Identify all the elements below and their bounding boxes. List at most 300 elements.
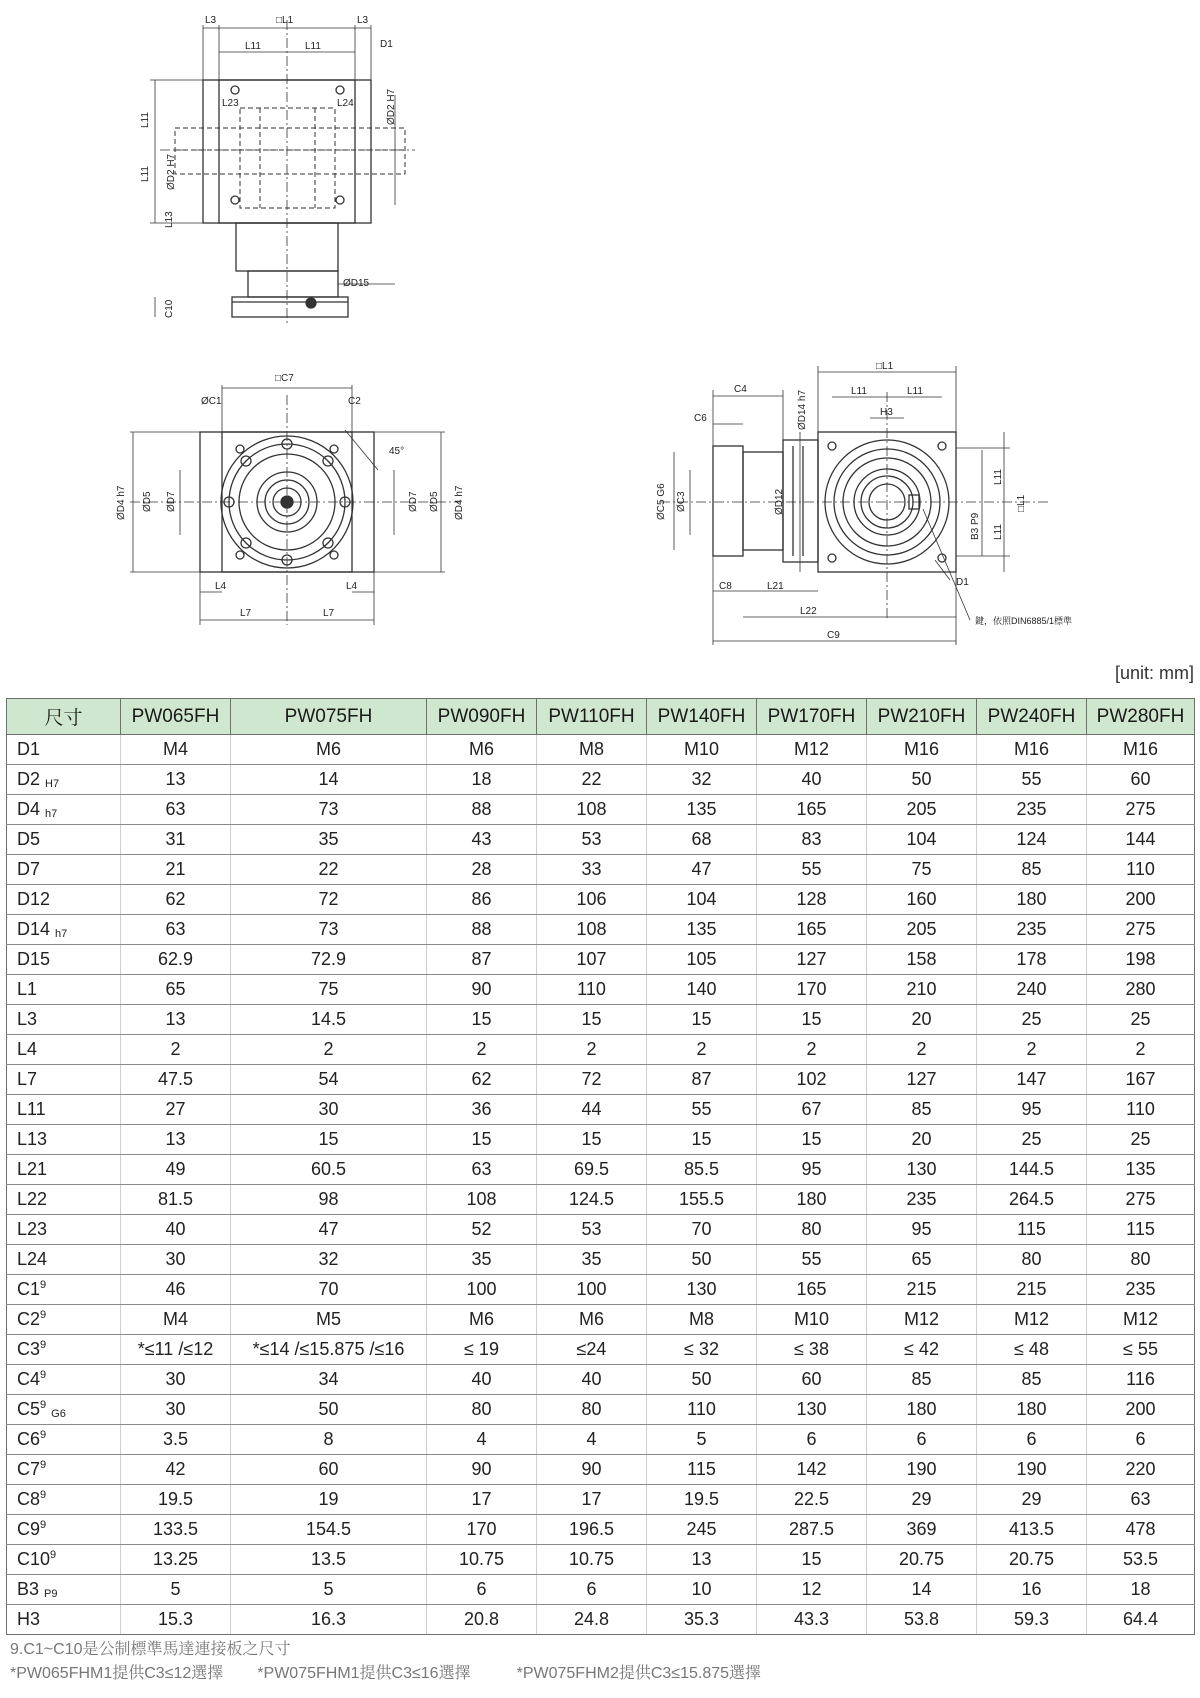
dim-label: C8 — [719, 581, 732, 592]
table-cell: 32 — [647, 765, 757, 795]
table-cell: 240 — [977, 975, 1087, 1005]
table-cell: 44 — [537, 1095, 647, 1125]
table-body — [7, 735, 1195, 1635]
table-cell: 413.5 — [977, 1515, 1087, 1545]
table-cell: 80 — [757, 1215, 867, 1245]
dim-label: L21 — [767, 581, 784, 592]
table-cell: 115 — [977, 1215, 1087, 1245]
row-label-superscript: 9 — [40, 1369, 47, 1381]
table-cell: 35 — [537, 1245, 647, 1275]
table-cell: 72.9 — [231, 945, 427, 975]
table-cell: M12 — [977, 1305, 1087, 1335]
row-label — [7, 1335, 121, 1365]
table-cell: 200 — [1087, 885, 1195, 915]
table-row — [7, 1245, 1195, 1275]
table-cell: 8 — [231, 1425, 427, 1455]
table-cell: 69.5 — [537, 1155, 647, 1185]
table-cell: 287.5 — [757, 1515, 867, 1545]
table-cell: 215 — [867, 1275, 977, 1305]
row-label-subscript: H7 — [45, 778, 60, 790]
row-label-superscript: 9 — [50, 1549, 57, 1561]
row-label-superscript: 9 — [40, 1519, 47, 1531]
dim-label: ØD2 H7 — [386, 88, 397, 125]
table-cell: 2 — [647, 1035, 757, 1065]
table-cell: 165 — [757, 915, 867, 945]
row-label — [7, 915, 121, 945]
table-cell: 106 — [537, 885, 647, 915]
table-cell: 85 — [867, 1365, 977, 1395]
table-cell: 5 — [231, 1575, 427, 1605]
table-cell: 20.75 — [867, 1545, 977, 1575]
table-cell: 95 — [977, 1095, 1087, 1125]
table-cell: 18 — [1087, 1575, 1195, 1605]
row-label-subscript: P9 — [44, 1588, 58, 1600]
row-label — [7, 1065, 121, 1095]
table-cell: 40 — [427, 1365, 537, 1395]
table-cell: 19.5 — [121, 1485, 231, 1515]
table-cell: 55 — [977, 765, 1087, 795]
column-header: PW170FH — [757, 699, 867, 735]
table-cell: 54 — [231, 1065, 427, 1095]
table-row — [7, 1365, 1195, 1395]
table-cell: 30 — [121, 1365, 231, 1395]
table-cell: 140 — [647, 975, 757, 1005]
table-cell: 13 — [121, 1125, 231, 1155]
table-cell: 16.3 — [231, 1605, 427, 1635]
table-cell: 135 — [647, 915, 757, 945]
table-cell: 124 — [977, 825, 1087, 855]
table-cell: 15 — [537, 1005, 647, 1035]
table-cell: 36 — [427, 1095, 537, 1125]
row-label-name: L21 — [17, 1159, 48, 1179]
table-cell: M6 — [537, 1305, 647, 1335]
table-cell: 178 — [977, 945, 1087, 975]
row-label-subscript: h7 — [55, 928, 68, 940]
column-header: PW140FH — [647, 699, 757, 735]
dim-label: L3 — [205, 15, 217, 26]
row-label — [7, 1125, 121, 1155]
row-label-name: L24 — [17, 1249, 48, 1269]
table-cell: 43 — [427, 825, 537, 855]
table-cell: 50 — [231, 1395, 427, 1425]
table-cell: 47 — [647, 855, 757, 885]
dim-label: L23 — [222, 98, 239, 109]
table-cell: 20.8 — [427, 1605, 537, 1635]
dim-label: L4 — [346, 581, 358, 592]
table-cell: 220 — [1087, 1455, 1195, 1485]
table-row — [7, 1185, 1195, 1215]
row-label-name: H3 — [17, 1609, 41, 1629]
table-cell: 5 — [647, 1425, 757, 1455]
table-cell: 190 — [977, 1455, 1087, 1485]
table-cell: 53.8 — [867, 1605, 977, 1635]
dimension-table — [6, 698, 1195, 1635]
table-cell: 40 — [537, 1365, 647, 1395]
table-cell: M5 — [231, 1305, 427, 1335]
table-cell: 245 — [647, 1515, 757, 1545]
table-cell: 70 — [647, 1215, 757, 1245]
table-cell: 40 — [121, 1215, 231, 1245]
table-cell: 64.4 — [1087, 1605, 1195, 1635]
dim-label: ØC5 G6 — [656, 483, 667, 520]
table-cell: 280 — [1087, 975, 1195, 1005]
table-cell: M6 — [427, 1305, 537, 1335]
footnote-text: *PW065FHM1提供C3≤12選擇 — [10, 1665, 224, 1682]
table-cell: M16 — [977, 735, 1087, 765]
dim-label: C6 — [694, 413, 707, 424]
table-cell: ≤ 42 — [867, 1335, 977, 1365]
table-row — [7, 975, 1195, 1005]
dim-label: □L1 — [1016, 494, 1027, 512]
table-cell: M8 — [537, 735, 647, 765]
table-cell: 75 — [867, 855, 977, 885]
table-cell: 135 — [1087, 1155, 1195, 1185]
table-cell: 144.5 — [977, 1155, 1087, 1185]
table-cell: 4 — [427, 1425, 537, 1455]
table-cell: 5 — [121, 1575, 231, 1605]
table-cell: 22.5 — [757, 1485, 867, 1515]
dim-label: ØD2 H7 — [166, 153, 177, 190]
table-cell: 75 — [231, 975, 427, 1005]
table-cell: 144 — [1087, 825, 1195, 855]
dim-label: L11 — [993, 469, 1004, 485]
table-cell: 15.3 — [121, 1605, 231, 1635]
table-cell: 100 — [537, 1275, 647, 1305]
table-cell: 160 — [867, 885, 977, 915]
row-label — [7, 1425, 121, 1455]
dim-label: L11 — [140, 112, 151, 128]
dim-label: □L1 — [276, 15, 294, 26]
dim-label: L3 — [357, 15, 369, 26]
dim-label: □C7 — [275, 373, 294, 384]
row-label — [7, 1095, 121, 1125]
table-cell: 110 — [1087, 855, 1195, 885]
table-row — [7, 735, 1195, 765]
table-cell: 49 — [121, 1155, 231, 1185]
row-label-superscript: 9 — [40, 1429, 47, 1441]
table-cell: 108 — [537, 795, 647, 825]
table-row — [7, 1335, 1195, 1365]
corner-header: 尺寸 — [7, 699, 121, 735]
dim-label: 45° — [389, 446, 405, 457]
table-cell: 47.5 — [121, 1065, 231, 1095]
row-label — [7, 1515, 121, 1545]
table-cell: 85.5 — [647, 1155, 757, 1185]
table-cell: 2 — [537, 1035, 647, 1065]
table-cell: ≤ 32 — [647, 1335, 757, 1365]
row-label — [7, 825, 121, 855]
table-cell: 190 — [867, 1455, 977, 1485]
row-label-name: L13 — [17, 1129, 48, 1149]
table-cell: 165 — [757, 1275, 867, 1305]
table-cell: 17 — [427, 1485, 537, 1515]
key-note: 鍵，依照DIN6885/1標準 — [975, 616, 1073, 626]
row-label — [7, 1545, 121, 1575]
technical-drawings — [0, 0, 1200, 660]
table-cell: 108 — [537, 915, 647, 945]
dim-label: ØD4 h7 — [116, 485, 127, 520]
table-cell: 15 — [537, 1125, 647, 1155]
table-cell: 235 — [977, 915, 1087, 945]
table-cell: 53 — [537, 1215, 647, 1245]
table-cell: 83 — [757, 825, 867, 855]
table-cell: 2 — [427, 1035, 537, 1065]
footnote-text: *PW075FHM1提供C3≤16選擇 — [257, 1665, 471, 1682]
table-cell: 2 — [1087, 1035, 1195, 1065]
row-label-superscript: 9 — [40, 1309, 47, 1321]
table-cell: ≤ 38 — [757, 1335, 867, 1365]
table-cell: 215 — [977, 1275, 1087, 1305]
row-label-name: L1 — [17, 979, 38, 999]
table-cell: 235 — [977, 795, 1087, 825]
dim-label: ØD5 — [429, 491, 440, 512]
dim-label: L7 — [323, 608, 335, 619]
table-cell: 14 — [867, 1575, 977, 1605]
row-label-superscript: 9 — [40, 1399, 47, 1411]
dim-label: D1 — [380, 39, 393, 50]
table-cell: 102 — [757, 1065, 867, 1095]
table-cell: 67 — [757, 1095, 867, 1125]
table-cell: 20.75 — [977, 1545, 1087, 1575]
table-cell: 155.5 — [647, 1185, 757, 1215]
dim-label: ØD4 h7 — [454, 485, 465, 520]
table-cell: 127 — [867, 1065, 977, 1095]
footnote-line-2 — [10, 1662, 761, 1686]
table-cell: 158 — [867, 945, 977, 975]
table-cell: 88 — [427, 795, 537, 825]
table-row — [7, 825, 1195, 855]
dim-label: L11 — [993, 524, 1004, 540]
row-label — [7, 855, 121, 885]
table-cell: 2 — [121, 1035, 231, 1065]
row-label — [7, 1365, 121, 1395]
row-label-name: D15 — [17, 949, 51, 969]
table-row — [7, 855, 1195, 885]
table-cell: M4 — [121, 1305, 231, 1335]
row-label — [7, 1395, 121, 1425]
table-cell: 40 — [757, 765, 867, 795]
table-cell: 80 — [427, 1395, 537, 1425]
column-header: PW110FH — [537, 699, 647, 735]
dim-label: ØC3 — [676, 491, 687, 512]
table-cell: 22 — [231, 855, 427, 885]
table-cell: 63 — [427, 1155, 537, 1185]
table-cell: 19 — [231, 1485, 427, 1515]
row-label-name: L3 — [17, 1009, 38, 1029]
table-cell: 34 — [231, 1365, 427, 1395]
table-cell: 53 — [537, 825, 647, 855]
table-cell: M6 — [231, 735, 427, 765]
row-label — [7, 1455, 121, 1485]
table-cell: 85 — [867, 1095, 977, 1125]
table-cell: 15 — [757, 1125, 867, 1155]
table-row — [7, 1275, 1195, 1305]
dim-label: ØD14 h7 — [797, 389, 808, 430]
table-cell: 12 — [757, 1575, 867, 1605]
row-label-name: C10 — [17, 1549, 51, 1569]
row-label-name: C5 — [17, 1399, 41, 1419]
table-cell: 205 — [867, 915, 977, 945]
table-cell: 15 — [757, 1005, 867, 1035]
table-cell: 154.5 — [231, 1515, 427, 1545]
table-cell: 196.5 — [537, 1515, 647, 1545]
row-label-subscript: h7 — [45, 808, 58, 820]
row-label — [7, 795, 121, 825]
table-row — [7, 1125, 1195, 1155]
table-cell: M6 — [427, 735, 537, 765]
table-cell: 205 — [867, 795, 977, 825]
table-cell: 81.5 — [121, 1185, 231, 1215]
unit-label: [unit: mm] — [1114, 663, 1194, 683]
table-cell: 170 — [427, 1515, 537, 1545]
table-cell: 35.3 — [647, 1605, 757, 1635]
table-cell: 73 — [231, 795, 427, 825]
table-cell: 15 — [231, 1125, 427, 1155]
row-label-name: C7 — [17, 1459, 41, 1479]
column-header: PW065FH — [121, 699, 231, 735]
table-cell: 53.5 — [1087, 1545, 1195, 1575]
dim-label: C10 — [164, 299, 175, 318]
table-cell: 130 — [757, 1395, 867, 1425]
table-cell: 80 — [1087, 1245, 1195, 1275]
row-label-name: D4 — [17, 799, 41, 819]
row-label — [7, 1005, 121, 1035]
table-cell: 68 — [647, 825, 757, 855]
table-cell: 13 — [121, 765, 231, 795]
table-cell: 235 — [867, 1185, 977, 1215]
table-cell: 70 — [231, 1275, 427, 1305]
table-cell: 3.5 — [121, 1425, 231, 1455]
table-cell: 127 — [757, 945, 867, 975]
table-cell: 128 — [757, 885, 867, 915]
row-label-name: D12 — [17, 889, 51, 909]
table-cell: M10 — [647, 735, 757, 765]
table-cell: ≤24 — [537, 1335, 647, 1365]
row-label-name: L22 — [17, 1189, 48, 1209]
row-label — [7, 1605, 121, 1635]
table-cell: 6 — [867, 1425, 977, 1455]
table-cell: 25 — [1087, 1005, 1195, 1035]
dim-label: L7 — [240, 608, 252, 619]
table-cell: 85 — [977, 855, 1087, 885]
dim-label: ØD7 — [408, 491, 419, 512]
table-cell: 72 — [537, 1065, 647, 1095]
dim-label: L13 — [164, 211, 175, 228]
table-cell: 95 — [867, 1215, 977, 1245]
table-cell: 13.25 — [121, 1545, 231, 1575]
motor-side-drawing — [660, 366, 1050, 645]
table-cell: 98 — [231, 1185, 427, 1215]
dim-label: H3 — [880, 407, 893, 418]
table-cell: 47 — [231, 1215, 427, 1245]
row-label-name: D14 — [17, 919, 51, 939]
table-cell: 55 — [757, 855, 867, 885]
table-cell: ≤ 55 — [1087, 1335, 1195, 1365]
table-cell: 6 — [427, 1575, 537, 1605]
table-row — [7, 1605, 1195, 1635]
table-cell: 10.75 — [427, 1545, 537, 1575]
table-cell: 4 — [537, 1425, 647, 1455]
table-cell: 200 — [1087, 1395, 1195, 1425]
table-cell: 59.3 — [977, 1605, 1087, 1635]
row-label — [7, 1485, 121, 1515]
dim-label: L11 — [245, 41, 261, 52]
table-cell: 63 — [121, 795, 231, 825]
table-cell: 35 — [231, 825, 427, 855]
row-label-subscript: G6 — [51, 1408, 66, 1420]
row-label-name: D2 — [17, 769, 41, 789]
table-cell: 85 — [977, 1365, 1087, 1395]
dim-label: L11 — [851, 386, 867, 397]
table-cell: 35 — [427, 1245, 537, 1275]
table-cell: M4 — [121, 735, 231, 765]
row-label — [7, 735, 121, 765]
table-cell: 478 — [1087, 1515, 1195, 1545]
dim-label: □L1 — [876, 361, 894, 372]
table-cell: 25 — [1087, 1125, 1195, 1155]
table-cell: 90 — [427, 975, 537, 1005]
table-cell: 147 — [977, 1065, 1087, 1095]
table-cell: 6 — [757, 1425, 867, 1455]
table-row — [7, 885, 1195, 915]
table-cell: 27 — [121, 1095, 231, 1125]
table-cell: 369 — [867, 1515, 977, 1545]
dim-label: ØD7 — [166, 491, 177, 512]
table-cell: 210 — [867, 975, 977, 1005]
column-header: PW090FH — [427, 699, 537, 735]
table-cell: 33 — [537, 855, 647, 885]
table-cell: 65 — [867, 1245, 977, 1275]
table-cell: 73 — [231, 915, 427, 945]
dim-label: C4 — [734, 384, 747, 395]
table-cell: 235 — [1087, 1275, 1195, 1305]
table-row — [7, 765, 1195, 795]
table-cell: 43.3 — [757, 1605, 867, 1635]
table-row — [7, 795, 1195, 825]
table-row — [7, 1485, 1195, 1515]
table-cell: 32 — [231, 1245, 427, 1275]
table-cell: 135 — [647, 795, 757, 825]
table-cell: 87 — [647, 1065, 757, 1095]
table-cell: 30 — [231, 1095, 427, 1125]
table-cell: 6 — [1087, 1425, 1195, 1455]
row-label — [7, 765, 121, 795]
footnote-line-1: 9.C1~C10是公制標準馬達連接板之尺寸 — [10, 1641, 291, 1658]
dim-label: L11 — [907, 386, 923, 397]
table-cell: 15 — [757, 1545, 867, 1575]
table-cell: 170 — [757, 975, 867, 1005]
table-cell: 80 — [537, 1395, 647, 1425]
table-cell: 24.8 — [537, 1605, 647, 1635]
table-cell: 63 — [121, 915, 231, 945]
dim-label: L22 — [800, 606, 817, 617]
row-label-name: C9 — [17, 1519, 41, 1539]
dim-label: ØD5 — [142, 491, 153, 512]
row-label — [7, 975, 121, 1005]
table-cell: 15 — [647, 1005, 757, 1035]
table-cell: 62 — [121, 885, 231, 915]
table-cell: 90 — [427, 1455, 537, 1485]
table-row — [7, 1035, 1195, 1065]
table-cell: 110 — [647, 1395, 757, 1425]
table-cell: M10 — [757, 1305, 867, 1335]
table-cell: 16 — [977, 1575, 1087, 1605]
table-row — [7, 1515, 1195, 1545]
table-cell: 17 — [537, 1485, 647, 1515]
row-label-name: L7 — [17, 1069, 38, 1089]
table-cell: 60 — [1087, 765, 1195, 795]
table-cell: 72 — [231, 885, 427, 915]
